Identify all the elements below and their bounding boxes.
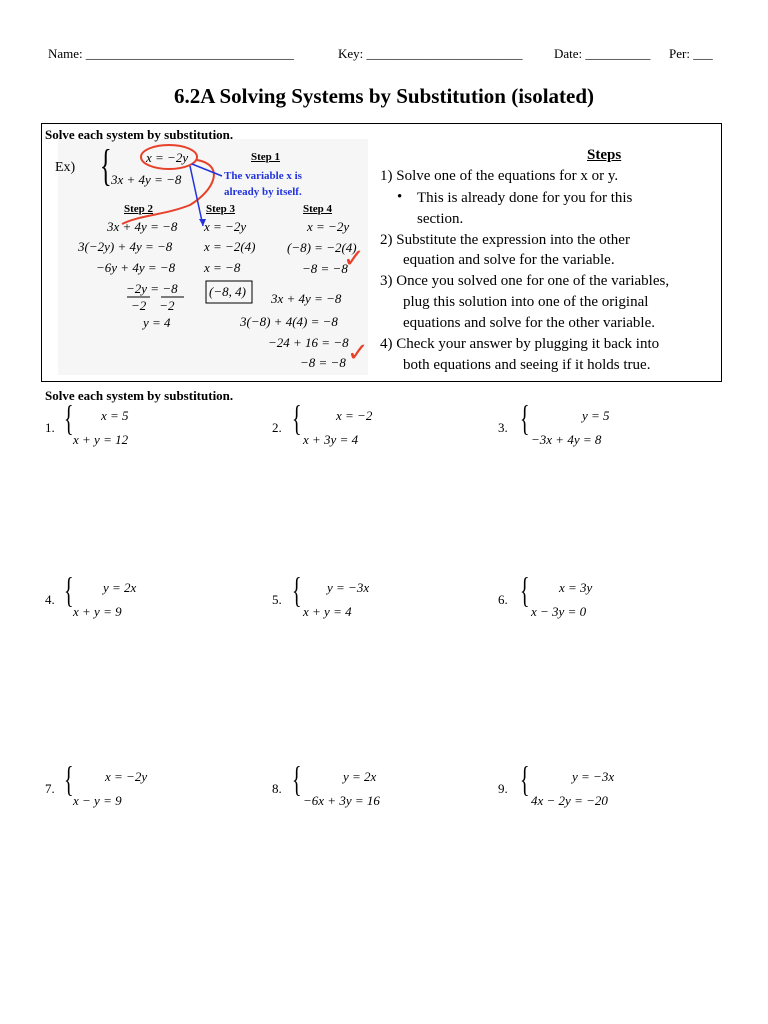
step2-line4: −2y = −8: [126, 281, 178, 296]
steps-heading: Steps: [587, 147, 622, 163]
date-field-label: Date: __________: [554, 46, 651, 61]
problem-3-eq1: y = 5: [582, 408, 610, 423]
step-text-1: 1) Solve one of the equations for x or y.: [380, 168, 619, 184]
step4-line2: (−8) = −2(4): [287, 240, 357, 255]
step-text-2: This is already done for you for this: [417, 190, 633, 206]
problem-5-number: 5.: [272, 592, 282, 607]
problem-1-eq1: x = 5: [101, 408, 129, 423]
example-eq2: 3x + 4y = −8: [111, 172, 182, 187]
step2-line1: 3x + 4y = −8: [107, 219, 178, 234]
problem-3-number: 3.: [498, 420, 508, 435]
step-text-7: plug this solution into one of the original: [403, 294, 649, 310]
step1-label: Step 1: [251, 151, 281, 163]
step3-line1: x = −2y: [204, 219, 247, 234]
problem-3-brace: {: [520, 398, 530, 438]
step4-line7: −8 = −8: [300, 355, 346, 370]
step4-line1: x = −2y: [307, 219, 350, 234]
problem-2-brace: {: [292, 398, 302, 438]
problem-5-eq2: x + y = 4: [303, 604, 352, 619]
step-text-9: 4) Check your answer by plugging it back into: [380, 336, 660, 352]
step-text-4: 2) Substitute the expression into the other: [380, 232, 630, 248]
step3-line3: x = −8: [204, 260, 241, 275]
check-mark-1: ✓: [343, 244, 365, 274]
step-text-6: 3) Once you solved one for one of the variables,: [380, 273, 670, 289]
step-text-3: section.: [417, 211, 464, 227]
problem-9-eq1: y = −3x: [572, 769, 615, 784]
step1-note-line2: already by itself.: [224, 186, 302, 198]
example-brace: {: [100, 141, 112, 190]
step2-label: Step 2: [124, 203, 154, 215]
problem-4-brace: {: [64, 570, 74, 610]
step2-line6: y = 4: [143, 315, 171, 330]
problem-4-number: 4.: [45, 592, 55, 607]
problem-9-brace: {: [520, 759, 530, 799]
page-title: 6.2A Solving Systems by Substitution (isolated): [173, 84, 595, 108]
problem-8-number: 8.: [272, 781, 282, 796]
problem-6-number: 6.: [498, 592, 508, 607]
step2-line3: −6y + 4y = −8: [96, 260, 176, 275]
problem-8-eq2: −6x + 3y = 16: [303, 793, 380, 808]
problem-8-brace: {: [292, 759, 302, 799]
problem-4-eq2: x + y = 9: [73, 604, 122, 619]
period-field-label: Per: ___: [669, 46, 713, 61]
step4-line4: 3x + 4y = −8: [271, 291, 342, 306]
step4-line6: −24 + 16 = −8: [268, 335, 349, 350]
step3-label: Step 3: [206, 203, 236, 215]
practice-instruction: Solve each system by substitution.: [45, 388, 234, 403]
step3-answer: (−8, 4): [209, 284, 246, 299]
problem-7-number: 7.: [45, 781, 55, 796]
step4-line5: 3(−8) + 4(4) = −8: [240, 314, 338, 329]
problem-6-eq1: x = 3y: [559, 580, 593, 595]
step4-label: Step 4: [303, 203, 333, 215]
step2-line2: 3(−2y) + 4y = −8: [78, 239, 173, 254]
check-mark-2: ✓: [347, 338, 369, 368]
step2-line5: −2 −2: [131, 298, 175, 313]
problem-1-eq2: x + y = 12: [73, 432, 129, 447]
problem-2-eq1: x = −2: [336, 408, 373, 423]
problem-7-brace: {: [64, 759, 74, 799]
step4-line3: −8 = −8: [302, 261, 348, 276]
step-text-10: both equations and seeing if it holds true.: [403, 357, 651, 373]
problem-9-number: 9.: [498, 781, 508, 796]
step-text-8: equations and solve for the other variable.: [403, 315, 655, 331]
problem-1-brace: {: [64, 398, 74, 438]
problem-8-eq1: y = 2x: [343, 769, 377, 784]
example-label: Ex): [55, 160, 76, 175]
problem-1-number: 1.: [45, 420, 55, 435]
problem-7-eq2: x − y = 9: [73, 793, 122, 808]
example-eq1: x = −2y: [146, 150, 189, 165]
step1-note-line1: The variable x is: [224, 170, 302, 182]
problem-7-eq1: x = −2y: [105, 769, 148, 784]
key-field-label: Key: ________________________: [338, 46, 523, 61]
red-circle-annotation: [141, 145, 197, 169]
problem-2-eq2: x + 3y = 4: [303, 432, 359, 447]
problem-6-eq2: x − 3y = 0: [531, 604, 587, 619]
step3-line2: x = −2(4): [204, 239, 256, 254]
example-instruction: Solve each system by substitution.: [45, 127, 234, 142]
problem-5-eq1: y = −3x: [327, 580, 370, 595]
problem-4-eq1: y = 2x: [103, 580, 137, 595]
problem-3-eq2: −3x + 4y = 8: [531, 432, 602, 447]
blue-arrow-1: [192, 164, 222, 176]
problem-9-eq2: 4x − 2y = −20: [531, 793, 608, 808]
problem-6-brace: {: [520, 570, 530, 610]
name-field-label: Name: ________________________________: [48, 46, 294, 61]
problem-5-brace: {: [292, 570, 302, 610]
step-text-5: equation and solve for the variable.: [403, 252, 615, 268]
problem-2-number: 2.: [272, 420, 282, 435]
bullet: •: [397, 189, 403, 205]
